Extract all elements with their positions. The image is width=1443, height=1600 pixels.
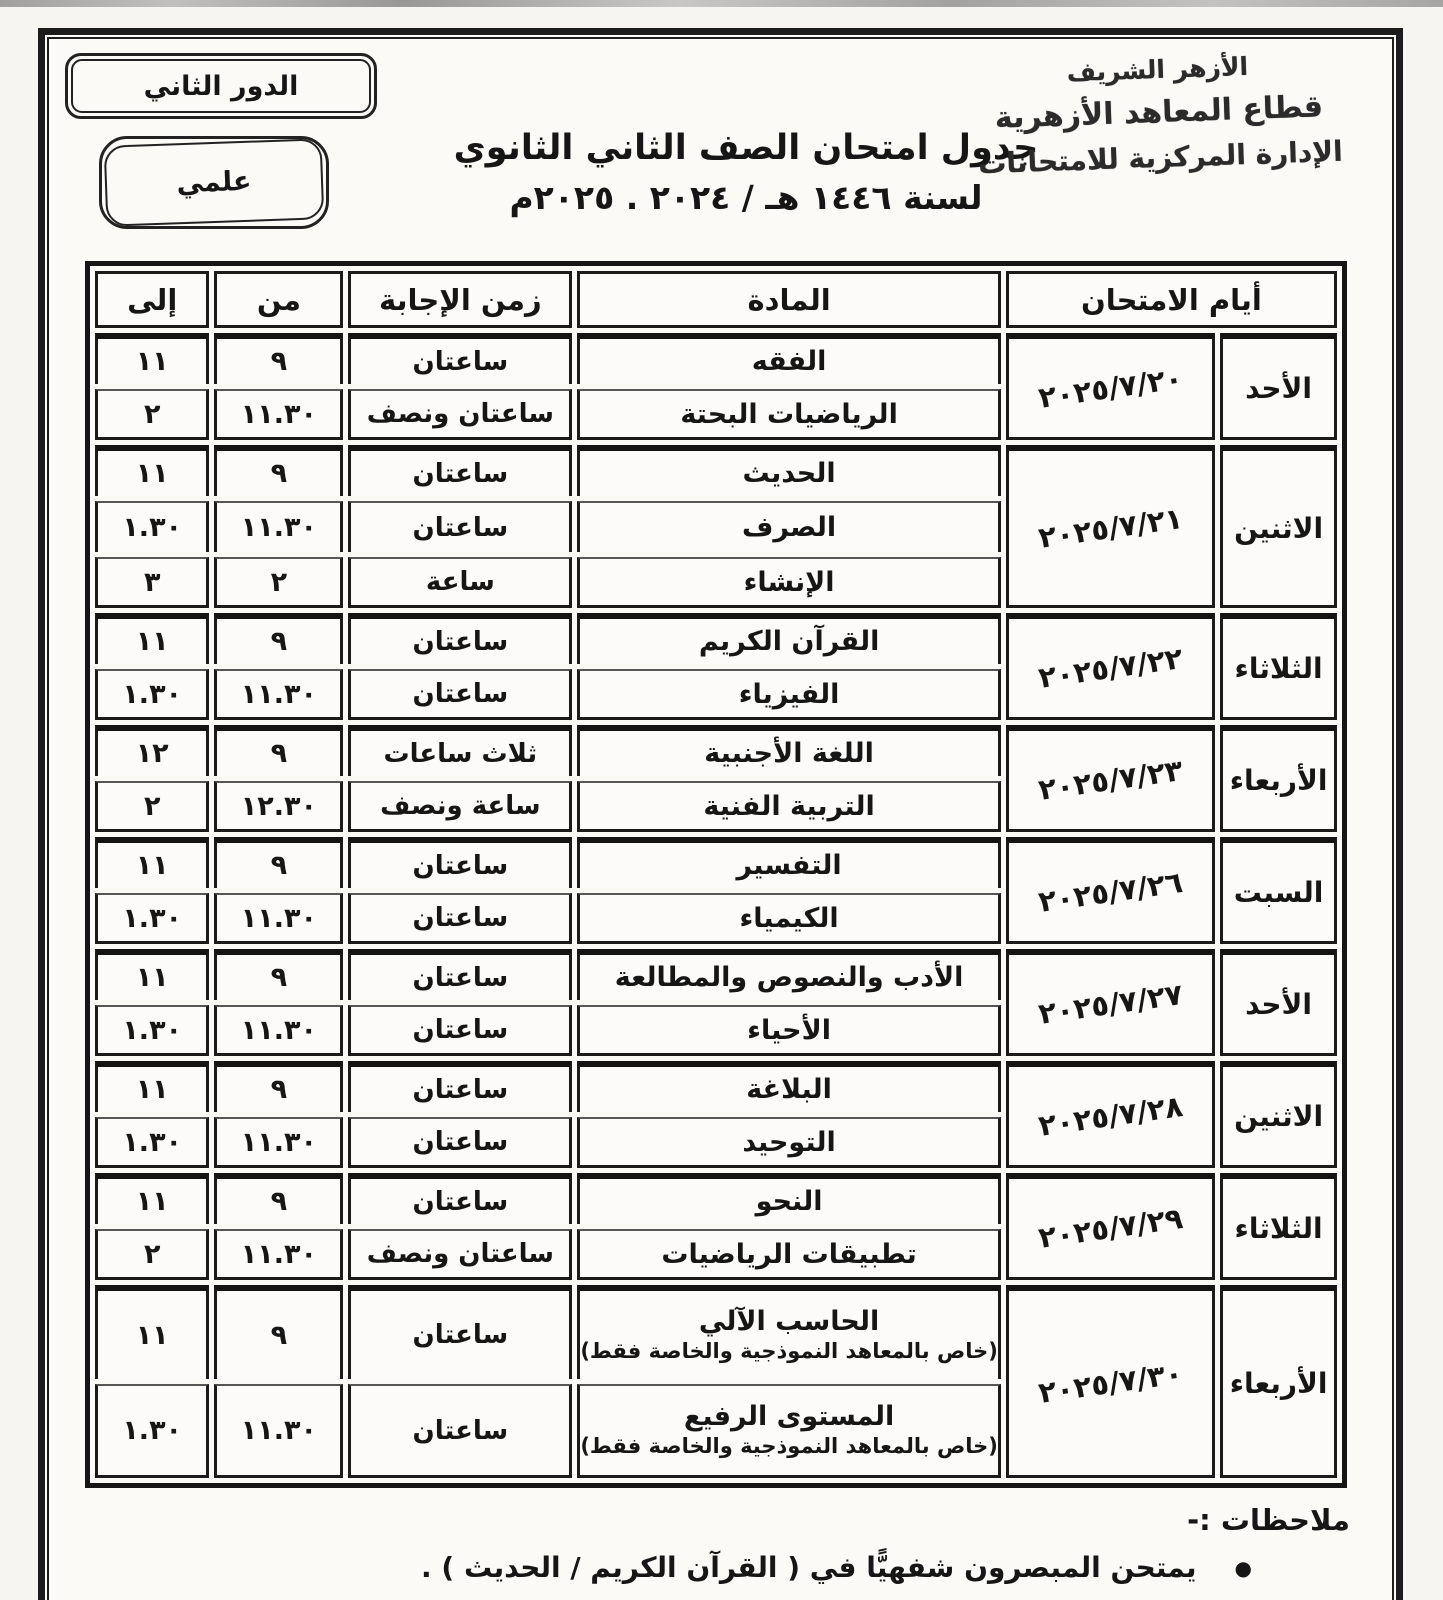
subject-cell: [577, 949, 1001, 1000]
day-block: [95, 1061, 1337, 1168]
exam-date: [1006, 949, 1215, 1056]
day-block: [95, 613, 1337, 720]
subject-name: الحاسب الآلي: [698, 1305, 880, 1337]
exam-date-text: ٢٠٢٥/٧/٢٦: [1036, 865, 1185, 919]
scan-artifact: [0, 0, 1443, 7]
subject-cell: [577, 837, 1001, 888]
subject-cell: [577, 893, 1001, 944]
end-time: ١.٣٠: [95, 501, 209, 552]
subject-name: الفيزياء: [738, 678, 840, 710]
exam-date-text: ٢٠٢٥/٧/٢٩: [1036, 1201, 1185, 1255]
exam-date-text: ٢٠٢٥/٧/٢١: [1036, 501, 1185, 555]
answer-duration: ساعة ونصف: [348, 781, 572, 832]
subject-cell: [577, 445, 1001, 496]
answer-duration: ساعتان: [348, 445, 572, 496]
end-time: ١١: [95, 1173, 209, 1224]
start-time: ٩: [214, 445, 343, 496]
end-time: ٢: [95, 781, 209, 832]
exam-date: [1006, 725, 1215, 832]
exam-day-name: الأحد: [1220, 949, 1337, 1056]
subject-row: [95, 725, 1337, 776]
subject-name: تطبيقات الرياضيات: [661, 1238, 917, 1270]
day-block: [95, 445, 1337, 608]
round-label: الدور الثاني: [143, 70, 299, 102]
exam-date: [1006, 1173, 1215, 1280]
answer-duration: ساعتان: [348, 669, 572, 720]
start-time: ١١.٣٠: [214, 389, 343, 440]
exam-date: [1006, 1285, 1215, 1478]
header-row: [95, 271, 1337, 328]
round-label-box: [65, 53, 377, 119]
start-time: ٢: [214, 557, 343, 608]
start-time: ٩: [214, 613, 343, 664]
start-time: ١١.٣٠: [214, 1384, 343, 1478]
end-time: ١١: [95, 445, 209, 496]
exam-date-text: ٢٠٢٥/٧/٣٠: [1036, 1356, 1185, 1410]
subject-row: [95, 837, 1337, 888]
exam-date: [1006, 837, 1215, 944]
day-block: [95, 1285, 1337, 1478]
end-time: ١.٣٠: [95, 1384, 209, 1478]
exam-day-name: الاثنين: [1220, 445, 1337, 608]
exam-date: [1006, 333, 1215, 440]
answer-duration: ثلاث ساعات: [348, 725, 572, 776]
answer-duration: ساعتان: [348, 949, 572, 1000]
subject-cell: [577, 669, 1001, 720]
exam-schedule-table: [85, 261, 1347, 1488]
answer-duration: ساعتان: [348, 501, 572, 552]
subject-cell: [577, 501, 1001, 552]
exam-day-name: الثلاثاء: [1220, 1173, 1337, 1280]
subject-name: الأحياء: [747, 1014, 831, 1046]
end-time: ١٢: [95, 725, 209, 776]
end-time: ١١: [95, 837, 209, 888]
start-time: ١١.٣٠: [214, 669, 343, 720]
header-to: إلى: [95, 271, 209, 328]
exam-day-name: الأحد: [1220, 333, 1337, 440]
subject-cell: [577, 1285, 1001, 1379]
notes-title: ملاحظات :-: [1187, 1503, 1350, 1537]
answer-duration: ساعتان: [348, 1285, 572, 1379]
end-time: ١.٣٠: [95, 669, 209, 720]
subject-name: التربية الفنية: [703, 790, 875, 822]
outer-frame: [38, 28, 1403, 1600]
answer-duration: ساعتان: [348, 1173, 572, 1224]
start-time: ٩: [214, 725, 343, 776]
subject-cell: [577, 557, 1001, 608]
note-item: [89, 1551, 1252, 1584]
subject-cell: [577, 781, 1001, 832]
exam-date-text: ٢٠٢٥/٧/٢٠: [1036, 361, 1185, 415]
answer-duration: ساعتان: [348, 333, 572, 384]
day-block: [95, 1173, 1337, 1280]
subject-cell: [577, 725, 1001, 776]
answer-duration: ساعتان: [348, 1005, 572, 1056]
start-time: ٩: [214, 333, 343, 384]
exam-day-name: السبت: [1220, 837, 1337, 944]
header-duration: زمن الإجابة: [348, 271, 572, 328]
note-text: يمتحن المبصرون شفهيًّا في ( القرآن الكريم / الحديث ) .: [421, 1551, 1197, 1584]
notes-section: [89, 1503, 1350, 1584]
header-from: من: [214, 271, 343, 328]
answer-duration: ساعة: [348, 557, 572, 608]
start-time: ١١.٣٠: [214, 1229, 343, 1280]
table-header: [95, 271, 1337, 328]
subject-name: الإنشاء: [743, 566, 835, 598]
answer-duration: ساعتان: [348, 613, 572, 664]
round-label-box-inner: [71, 59, 371, 113]
subject-note: (خاص بالمعاهد النموذجية والخاصة فقط): [580, 1338, 998, 1363]
exam-date-text: ٢٠٢٥/٧/٢٢: [1036, 641, 1185, 695]
subject-row: [95, 1285, 1337, 1379]
exam-day-name: الأربعاء: [1220, 725, 1337, 832]
end-time: ١١: [95, 1285, 209, 1379]
subject-name: النحو: [755, 1186, 823, 1217]
day-block: [95, 837, 1337, 944]
header-exam-days: أيام الامتحان: [1006, 271, 1337, 328]
subject-cell: [577, 333, 1001, 384]
subject-row: [95, 949, 1337, 1000]
start-time: ١٢.٣٠: [214, 781, 343, 832]
subject-name: البلاغة: [746, 1074, 832, 1105]
subject-name: الصرف: [741, 512, 837, 543]
start-time: ٩: [214, 1285, 343, 1379]
end-time: ١.٣٠: [95, 1117, 209, 1168]
answer-duration: ساعتان: [348, 1384, 572, 1478]
exam-day-name: الاثنين: [1220, 1061, 1337, 1168]
answer-duration: ساعتان ونصف: [348, 389, 572, 440]
answer-duration: ساعتان: [348, 837, 572, 888]
end-time: ١١: [95, 949, 209, 1000]
track-label-box: [99, 136, 329, 229]
subject-cell: [577, 613, 1001, 664]
track-label: علمي: [176, 165, 252, 200]
answer-duration: ساعتان: [348, 1061, 572, 1112]
subject-cell: [577, 1384, 1001, 1478]
exam-day-name: الثلاثاء: [1220, 613, 1337, 720]
org-header: [962, 44, 1356, 186]
start-time: ٩: [214, 1173, 343, 1224]
subject-note: (خاص بالمعاهد النموذجية والخاصة فقط): [580, 1434, 998, 1459]
end-time: ١١: [95, 333, 209, 384]
exam-date: [1006, 445, 1215, 608]
org-line2: قطاع المعاهد الأزهرية: [994, 89, 1324, 136]
start-time: ١١.٣٠: [214, 893, 343, 944]
subject-cell: [577, 1005, 1001, 1056]
start-time: ٩: [214, 837, 343, 888]
subject-row: [95, 1173, 1337, 1224]
subject-cell: [577, 1229, 1001, 1280]
title-line2: لسنة ١٤٤٦ هـ / ٢٠٢٤ . ٢٠٢٥م: [509, 177, 983, 217]
day-block: [95, 333, 1337, 440]
exam-day-name: الأربعاء: [1220, 1285, 1337, 1478]
subject-name: التوحيد: [742, 1126, 836, 1158]
start-time: ٩: [214, 949, 343, 1000]
subject-name: القرآن الكريم: [698, 626, 880, 657]
subject-name: اللغة الأجنبية: [704, 738, 874, 769]
subject-row: [95, 445, 1337, 496]
subject-name: الفقه: [751, 346, 827, 377]
subject-name: الرياضيات البحتة: [680, 398, 898, 430]
exam-date: [1006, 1061, 1215, 1168]
day-block: [95, 725, 1337, 832]
bullet-icon: ●: [1234, 1555, 1252, 1580]
start-time: ٩: [214, 1061, 343, 1112]
end-time: ٢: [95, 1229, 209, 1280]
answer-duration: ساعتان: [348, 1117, 572, 1168]
subject-cell: [577, 1117, 1001, 1168]
subject-row: [95, 613, 1337, 664]
header-subject: المادة: [577, 271, 1001, 328]
subject-name: الأدب والنصوص والمطالعة: [614, 962, 964, 993]
subject-name: المستوى الرفيع: [683, 1401, 895, 1433]
end-time: ٣: [95, 557, 209, 608]
subject-cell: [577, 1173, 1001, 1224]
inner-frame: [47, 37, 1394, 1600]
start-time: ١١.٣٠: [214, 1005, 343, 1056]
end-time: ١.٣٠: [95, 1005, 209, 1056]
end-time: ١١: [95, 613, 209, 664]
subject-name: الحديث: [742, 458, 836, 489]
org-line3: الإدارة المركزية للامتحانات: [977, 134, 1344, 181]
track-label-box-inner: [104, 138, 325, 227]
start-time: ١١.٣٠: [214, 501, 343, 552]
exam-date: [1006, 613, 1215, 720]
exam-date-text: ٢٠٢٥/٧/٢٨: [1036, 1089, 1185, 1143]
answer-duration: ساعتان: [348, 893, 572, 944]
subject-name: التفسير: [736, 850, 842, 881]
end-time: ١١: [95, 1061, 209, 1112]
day-block: [95, 949, 1337, 1056]
subject-cell: [577, 389, 1001, 440]
subject-row: [95, 333, 1337, 384]
subject-name: الكيمياء: [739, 902, 839, 934]
subject-cell: [577, 1061, 1001, 1112]
answer-duration: ساعتان ونصف: [348, 1229, 572, 1280]
org-line1: الأزهر الشريف: [1066, 51, 1249, 88]
end-time: ١.٣٠: [95, 893, 209, 944]
exam-date-text: ٢٠٢٥/٧/٢٣: [1036, 753, 1185, 807]
subject-row: [95, 1061, 1337, 1112]
exam-date-text: ٢٠٢٥/٧/٢٧: [1036, 977, 1185, 1031]
start-time: ١١.٣٠: [214, 1117, 343, 1168]
end-time: ٢: [95, 389, 209, 440]
title-line1: جدول امتحان الصف الثاني الثانوي: [453, 128, 1039, 168]
